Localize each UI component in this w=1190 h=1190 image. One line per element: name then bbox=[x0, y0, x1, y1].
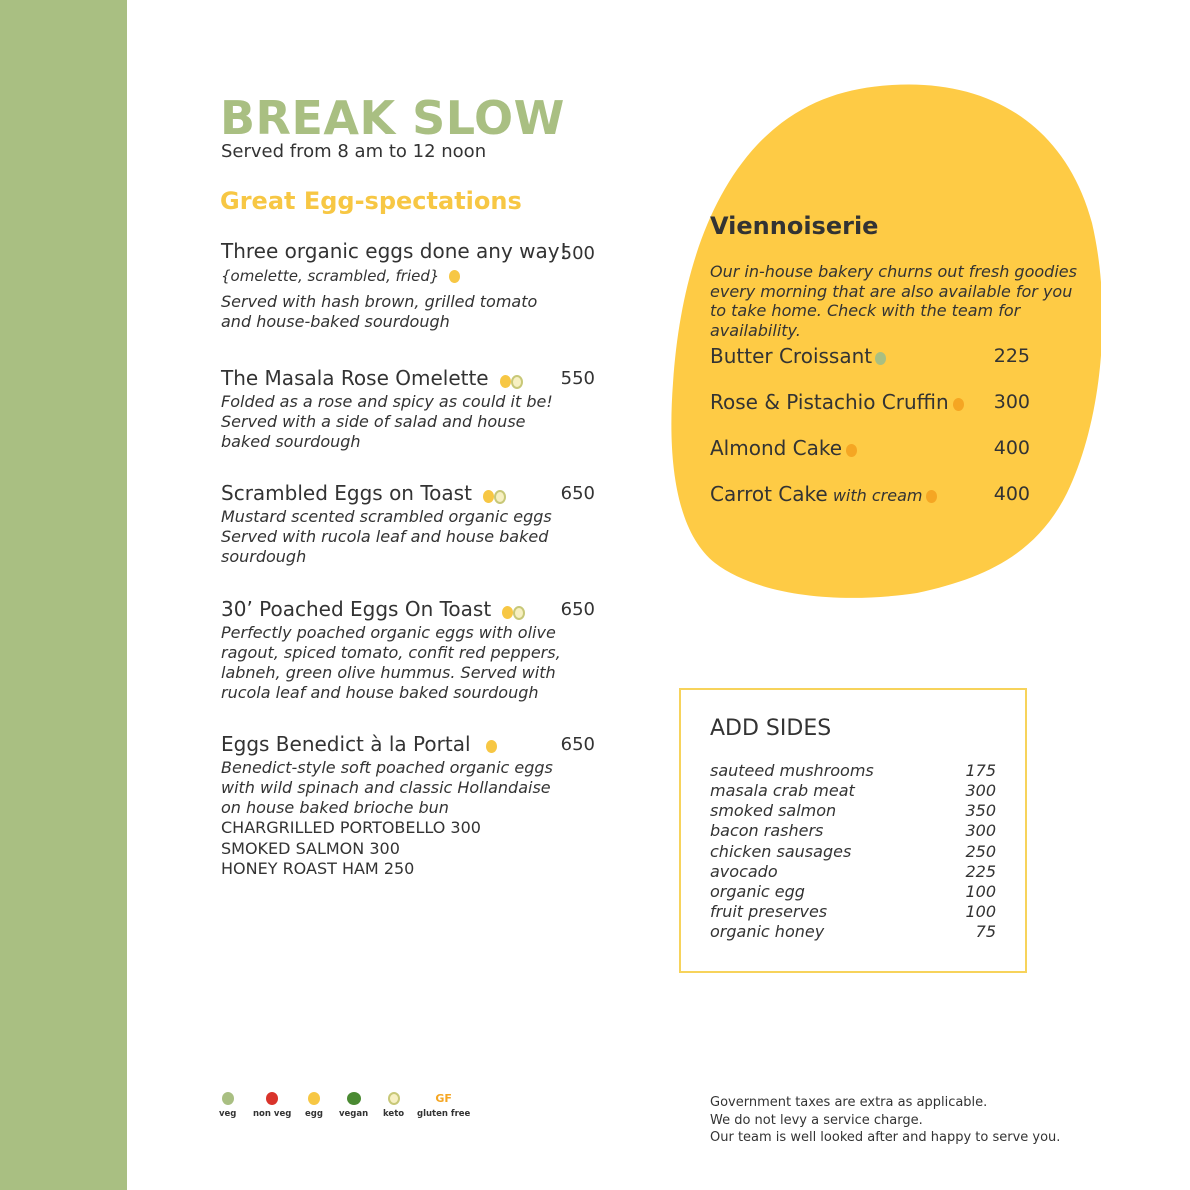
item-price: 500 bbox=[560, 243, 595, 264]
legend-label: non veg bbox=[253, 1109, 292, 1119]
non-veg-icon bbox=[266, 1092, 278, 1105]
side-name: smoked salmon bbox=[710, 801, 837, 820]
keto-icon bbox=[511, 375, 523, 389]
gluten-free-icon: GF bbox=[435, 1092, 452, 1105]
egg-icon bbox=[953, 398, 964, 411]
egg-icon bbox=[846, 444, 857, 457]
side-item bbox=[710, 902, 996, 922]
side-price: 225 bbox=[965, 862, 996, 881]
egg-icon bbox=[308, 1092, 320, 1105]
menu-item bbox=[221, 481, 601, 567]
side-price: 300 bbox=[965, 781, 996, 800]
item-price: 650 bbox=[560, 483, 595, 504]
side-item bbox=[710, 842, 996, 862]
veg-icon bbox=[222, 1092, 234, 1105]
green-sidebar bbox=[0, 0, 127, 1190]
add-on-option: HONEY ROAST HAM 250 bbox=[221, 859, 415, 878]
item-name: 30’ Poached Eggs On Toast bbox=[221, 597, 492, 621]
viennoiserie-title: Viennoiserie bbox=[710, 212, 879, 240]
egg-icon bbox=[486, 740, 497, 753]
side-item bbox=[710, 821, 996, 841]
legend-veg bbox=[219, 1092, 236, 1119]
add-on-option: SMOKED SALMON 300 bbox=[221, 838, 400, 858]
side-price: 300 bbox=[965, 821, 996, 840]
side-name: organic egg bbox=[710, 882, 805, 901]
side-name: masala crab meat bbox=[710, 781, 855, 800]
add-sides-title: ADD SIDES bbox=[710, 716, 832, 741]
side-price: 250 bbox=[965, 842, 996, 861]
legend-gluten-free bbox=[417, 1092, 470, 1119]
egg-icon bbox=[500, 375, 511, 388]
footer-line: We do not levy a service charge. bbox=[710, 1112, 923, 1128]
section-title: Great Egg-spectations bbox=[220, 187, 522, 215]
legend-label: vegan bbox=[339, 1109, 369, 1119]
side-item bbox=[710, 801, 996, 821]
item-name: Butter Croissant bbox=[710, 344, 873, 368]
viennoiserie-description: Our in-house bakery churns out fresh goodies every morning that are also available for you to take home. Check with the team for availability. bbox=[710, 262, 1077, 340]
item-name: Carrot Cake bbox=[710, 482, 828, 506]
add-on-option: CHARGRILLED PORTOBELLO 300 bbox=[221, 818, 481, 837]
viennoiserie-item bbox=[710, 435, 1032, 461]
menu-item bbox=[221, 597, 601, 703]
item-description: Served with hash brown, grilled tomato and house-baked sourdough bbox=[221, 292, 538, 331]
legend-egg bbox=[305, 1092, 323, 1119]
page-title: BREAK SLOW bbox=[220, 91, 565, 145]
side-item bbox=[710, 922, 996, 942]
side-item bbox=[710, 882, 996, 902]
item-price: 300 bbox=[993, 391, 1030, 413]
item-price: 550 bbox=[560, 368, 595, 389]
viennoiserie-item bbox=[710, 389, 1032, 415]
side-name: avocado bbox=[710, 862, 778, 881]
item-description: Perfectly poached organic eggs with olive ragout, spiced tomato, confit red peppers, labneh, green olive hummus. Served with rucola leaf and house baked sourdough bbox=[221, 623, 561, 702]
legend-label: egg bbox=[305, 1109, 323, 1119]
side-item bbox=[710, 761, 996, 781]
legend-label: gluten free bbox=[417, 1109, 471, 1119]
item-price: 650 bbox=[560, 599, 595, 620]
item-name: The Masala Rose Omelette bbox=[221, 366, 489, 390]
page-subtitle: Served from 8 am to 12 noon bbox=[221, 141, 487, 162]
legend-label: veg bbox=[219, 1109, 237, 1119]
footer-note bbox=[710, 1094, 1060, 1147]
legend-keto bbox=[383, 1092, 404, 1119]
legend-non-veg bbox=[253, 1092, 291, 1119]
item-description: Mustard scented scrambled organic eggs Served with rucola leaf and house baked sourdough bbox=[221, 507, 552, 566]
item-description: Benedict-style soft poached organic eggs with wild spinach and classic Hollandaise on house baked brioche bun bbox=[221, 758, 553, 817]
viennoiserie-item bbox=[710, 481, 1032, 507]
side-item bbox=[710, 781, 996, 801]
item-name: Three organic eggs done any way! bbox=[221, 239, 568, 263]
side-price: 100 bbox=[965, 882, 996, 901]
side-name: bacon rashers bbox=[710, 821, 824, 840]
item-name: Rose & Pistachio Cruffin bbox=[710, 390, 949, 414]
viennoiserie-item bbox=[710, 343, 1032, 369]
footer-line: Our team is well looked after and happy to serve you. bbox=[710, 1130, 1061, 1145]
menu-item bbox=[221, 239, 601, 332]
keto-icon bbox=[494, 490, 506, 504]
keto-icon bbox=[513, 606, 525, 620]
veg-icon bbox=[875, 352, 886, 365]
egg-icon bbox=[926, 490, 937, 503]
menu-item bbox=[221, 732, 601, 880]
side-price: 175 bbox=[965, 761, 996, 780]
side-price: 75 bbox=[975, 922, 996, 941]
item-name: Eggs Benedict à la Portal bbox=[221, 732, 471, 756]
legend-vegan bbox=[339, 1092, 368, 1119]
side-name: chicken sausages bbox=[710, 842, 852, 861]
side-name: sauteed mushrooms bbox=[710, 761, 874, 780]
side-price: 350 bbox=[965, 801, 996, 820]
vegan-icon bbox=[347, 1092, 361, 1105]
item-price: 650 bbox=[560, 734, 595, 755]
item-name: Almond Cake bbox=[710, 436, 843, 460]
side-price: 100 bbox=[965, 902, 996, 921]
side-item bbox=[710, 862, 996, 882]
item-price: 400 bbox=[993, 483, 1030, 505]
item-note: {omelette, scrambled, fried} bbox=[221, 265, 601, 287]
side-name: fruit preserves bbox=[710, 902, 828, 921]
side-name: organic honey bbox=[710, 922, 825, 941]
item-price: 400 bbox=[993, 437, 1030, 459]
item-description: Folded as a rose and spicy as could it be! Served with a side of salad and house baked sourdough bbox=[221, 392, 553, 451]
egg-icon bbox=[502, 606, 513, 619]
legend-label: keto bbox=[383, 1109, 405, 1119]
item-note: with cream bbox=[832, 486, 923, 505]
egg-icon bbox=[483, 490, 494, 503]
menu-item bbox=[221, 366, 601, 452]
item-price: 225 bbox=[993, 345, 1030, 367]
item-name: Scrambled Eggs on Toast bbox=[221, 481, 472, 505]
footer-line: Government taxes are extra as applicable. bbox=[710, 1095, 988, 1110]
egg-icon bbox=[449, 270, 460, 283]
keto-icon bbox=[388, 1092, 400, 1105]
